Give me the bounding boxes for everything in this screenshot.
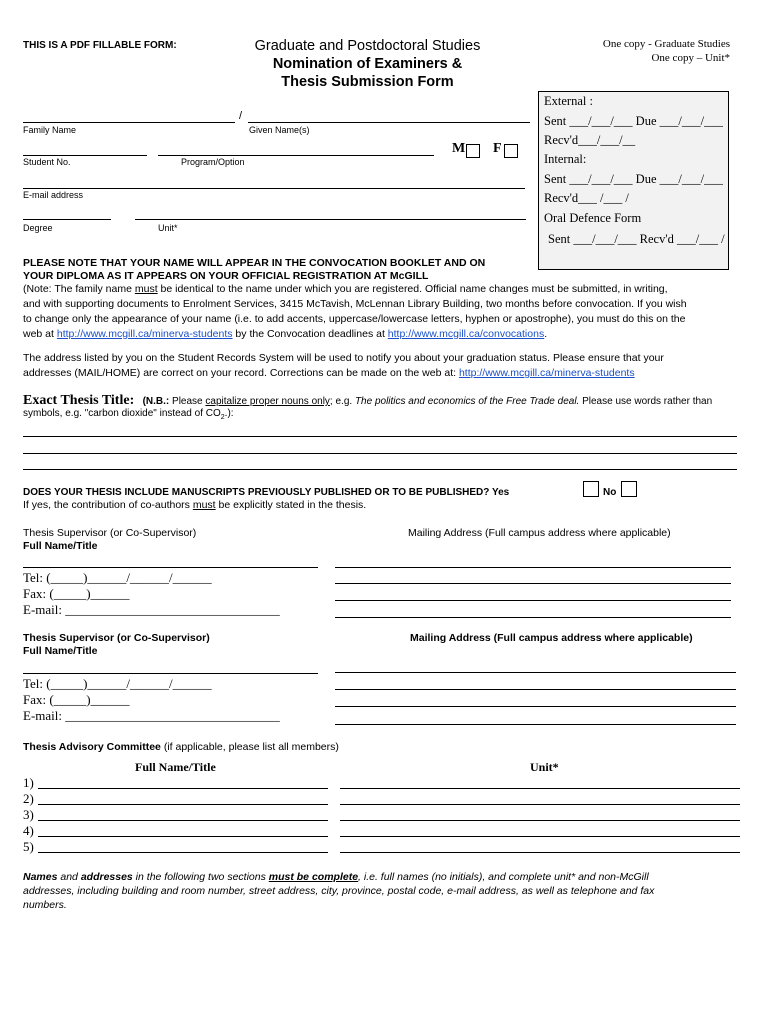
footer-line-1: Names and addresses in the following two sections must be complete, i.e. full names (no initials), and complete unit* and non-McGill	[23, 871, 649, 883]
unit-label: Unit*	[158, 223, 178, 233]
supervisor1-name-field[interactable]	[23, 567, 318, 568]
note-line-2: and with supporting documents to Enrolment Services, 3415 McTavish, McLennan Library Building, two months before convocation. If you wish	[23, 298, 687, 310]
supervisor1-fax[interactable]: Fax: (_____)______	[23, 586, 130, 601]
supervisor1-fullname-label: Full Name/Title	[23, 540, 98, 552]
female-checkbox[interactable]	[504, 144, 518, 158]
manuscripts-no-checkbox[interactable]	[621, 481, 637, 497]
supervisor2-address-line-3[interactable]	[335, 706, 736, 707]
male-checkbox[interactable]	[466, 144, 480, 158]
name-slash: /	[239, 110, 243, 122]
supervisor1-address-line-2[interactable]	[335, 583, 731, 584]
thesis-title-note-2: symbols, e.g. "carbon dioxide" instead of $CO_2$.):	[23, 408, 234, 421]
office-recvd-1[interactable]: Recv'd___/___/__	[544, 133, 636, 147]
manuscripts-note: If yes, the contribution of co-authors must be explicitly stated in the thesis.	[23, 499, 367, 511]
supervisor2-email[interactable]: E-mail: _________________________________	[23, 708, 280, 723]
office-sent-due-2[interactable]: Sent ___/___/___ Due ___/___/___	[544, 172, 723, 186]
email-label: E-mail address	[23, 190, 84, 200]
committee-col-name: Full Name/Title	[135, 760, 216, 774]
degree-field[interactable]	[23, 219, 111, 220]
committee-row-3-name[interactable]	[38, 820, 328, 821]
committee-row-5-unit[interactable]	[340, 852, 740, 853]
supervisor1-address-line-4[interactable]	[335, 617, 731, 618]
thesis-title-row: Exact Thesis Title: (N.B.: Please capitalize proper nouns only; e.g. The politics and economics of the Free Trade deal. Please use words rather than	[23, 393, 713, 408]
committee-row-1-number: 1)	[23, 775, 34, 790]
degree-label: Degree	[23, 223, 53, 233]
committee-row-4-unit[interactable]	[340, 836, 740, 837]
form-title-line3: Thesis Submission Form	[281, 74, 454, 90]
office-sent-recvd[interactable]: Sent ___/___/___ Recv'd ___/___ /	[548, 232, 725, 246]
female-label: F	[493, 141, 502, 156]
committee-row-3-number: 3)	[23, 807, 34, 822]
supervisor2-mailing-label: Mailing Address (Full campus address where applicable)	[410, 632, 693, 644]
notice-line-1: PLEASE NOTE THAT YOUR NAME WILL APPEAR IN THE CONVOCATION BOOKLET AND ON	[23, 257, 486, 269]
manuscripts-question: DOES YOUR THESIS INCLUDE MANUSCRIPTS PREVIOUSLY PUBLISHED OR TO BE PUBLISHED? Yes	[23, 487, 510, 498]
footer-line-3: numbers.	[23, 899, 67, 911]
manuscripts-no-label: No	[603, 487, 617, 498]
committee-col-unit: Unit*	[530, 760, 559, 774]
student-no-field[interactable]	[23, 155, 147, 156]
notice-line-2: YOUR DIPLOMA AS IT APPEARS ON YOUR OFFICIAL REGISTRATION AT McGILL	[23, 270, 429, 282]
program-label: Program/Option	[181, 157, 245, 167]
supervisor2-address-line-1[interactable]	[335, 672, 736, 673]
form-title-line2: Nomination of Examiners &	[272, 56, 463, 72]
supervisor1-address-line-3[interactable]	[335, 600, 731, 601]
committee-row-4-name[interactable]	[38, 836, 328, 837]
unit-field[interactable]	[135, 219, 526, 220]
supervisor2-label: Thesis Supervisor (or Co-Supervisor)	[23, 632, 210, 644]
committee-row-2-number: 2)	[23, 791, 34, 806]
address-line-2: addresses (MAIL/HOME) are correct on your record. Corrections can be made on the web at: http://www.mcgill.ca/minerva-students	[23, 367, 635, 379]
office-internal: Internal:	[544, 152, 587, 166]
committee-label: Thesis Advisory Committee (if applicable, please list all members)	[23, 741, 339, 753]
minerva-link[interactable]: http://www.mcgill.ca/minerva-students	[56, 328, 233, 340]
thesis-title-line-2[interactable]	[23, 453, 737, 454]
office-external: External :	[544, 94, 593, 108]
supervisor2-fullname-label: Full Name/Title	[23, 645, 98, 657]
committee-row-1-name[interactable]	[38, 788, 328, 789]
committee-row-1-unit[interactable]	[340, 788, 740, 789]
copy-line-1: One copy - Graduate Studies	[602, 38, 730, 50]
committee-row-4-number: 4)	[23, 823, 34, 838]
program-field[interactable]	[158, 155, 434, 156]
committee-row-5-number: 5)	[23, 839, 34, 854]
supervisor2-address-line-2[interactable]	[335, 689, 736, 690]
note-line-3: to change only the appearance of your name (i.e. to add accents, uppercase/lowercase letters, hyphen or apostrophe), you must do this on the	[23, 313, 686, 325]
supervisor2-address-line-4[interactable]	[335, 724, 736, 725]
committee-row-2-unit[interactable]	[340, 804, 740, 805]
committee-row-5-name[interactable]	[38, 852, 328, 853]
given-names-label: Given Name(s)	[249, 125, 310, 135]
office-oral-defence: Oral Defence Form	[544, 211, 642, 225]
given-names-field[interactable]	[248, 122, 530, 123]
supervisor1-label: Thesis Supervisor (or Co-Supervisor)	[23, 527, 197, 539]
minerva-link-2[interactable]: http://www.mcgill.ca/minerva-students	[458, 367, 635, 379]
committee-row-2-name[interactable]	[38, 804, 328, 805]
office-sent-due-1[interactable]: Sent ___/___/___ Due ___/___/___	[544, 114, 723, 128]
supervisor1-tel[interactable]: Tel: (_____)______/______/______	[23, 570, 212, 585]
office-recvd-2[interactable]: Recv'd___ /___ /	[544, 191, 629, 205]
supervisor1-mailing-label: Mailing Address (Full campus address where applicable)	[408, 527, 671, 539]
supervisor1-address-line-1[interactable]	[335, 567, 731, 568]
note-line-4: web at http://www.mcgill.ca/minerva-students by the Convocation deadlines at http://www.mcgill.ca/convocations.	[23, 328, 548, 340]
student-no-label: Student No.	[23, 157, 71, 167]
supervisor2-tel[interactable]: Tel: (_____)______/______/______	[23, 676, 212, 691]
thesis-title-label: Exact Thesis Title:	[23, 393, 135, 408]
thesis-title-line-3[interactable]	[23, 469, 737, 470]
thesis-title-line-1[interactable]	[23, 436, 737, 437]
family-name-label: Family Name	[23, 125, 77, 135]
footer-line-2: addresses, including building and room number, street address, city, province, postal code, e-mail address, as well as telephone and fax	[23, 885, 655, 897]
address-line-1: The address listed by you on the Student Records System will be used to notify you about your graduation status. Please ensure that your	[23, 352, 664, 364]
supervisor2-name-field[interactable]	[23, 673, 318, 674]
manuscripts-yes-checkbox[interactable]	[583, 481, 599, 497]
family-name-field[interactable]	[23, 122, 235, 123]
convocations-link[interactable]: http://www.mcgill.ca/convocations	[387, 328, 545, 340]
form-title-line1: Graduate and Postdoctoral Studies	[254, 38, 481, 54]
supervisor1-email[interactable]: E-mail: _________________________________	[23, 602, 280, 617]
supervisor2-fax[interactable]: Fax: (_____)______	[23, 692, 130, 707]
male-label: M	[452, 141, 466, 156]
note-line-1: (Note: The family name must be identical to the name under which you are registered. Official name changes must be submitted, in writing,	[23, 283, 668, 295]
fillable-note: THIS IS A PDF FILLABLE FORM:	[23, 40, 177, 51]
copy-line-2: One copy – Unit*	[651, 52, 730, 64]
email-field[interactable]	[23, 188, 525, 189]
committee-row-3-unit[interactable]	[340, 820, 740, 821]
